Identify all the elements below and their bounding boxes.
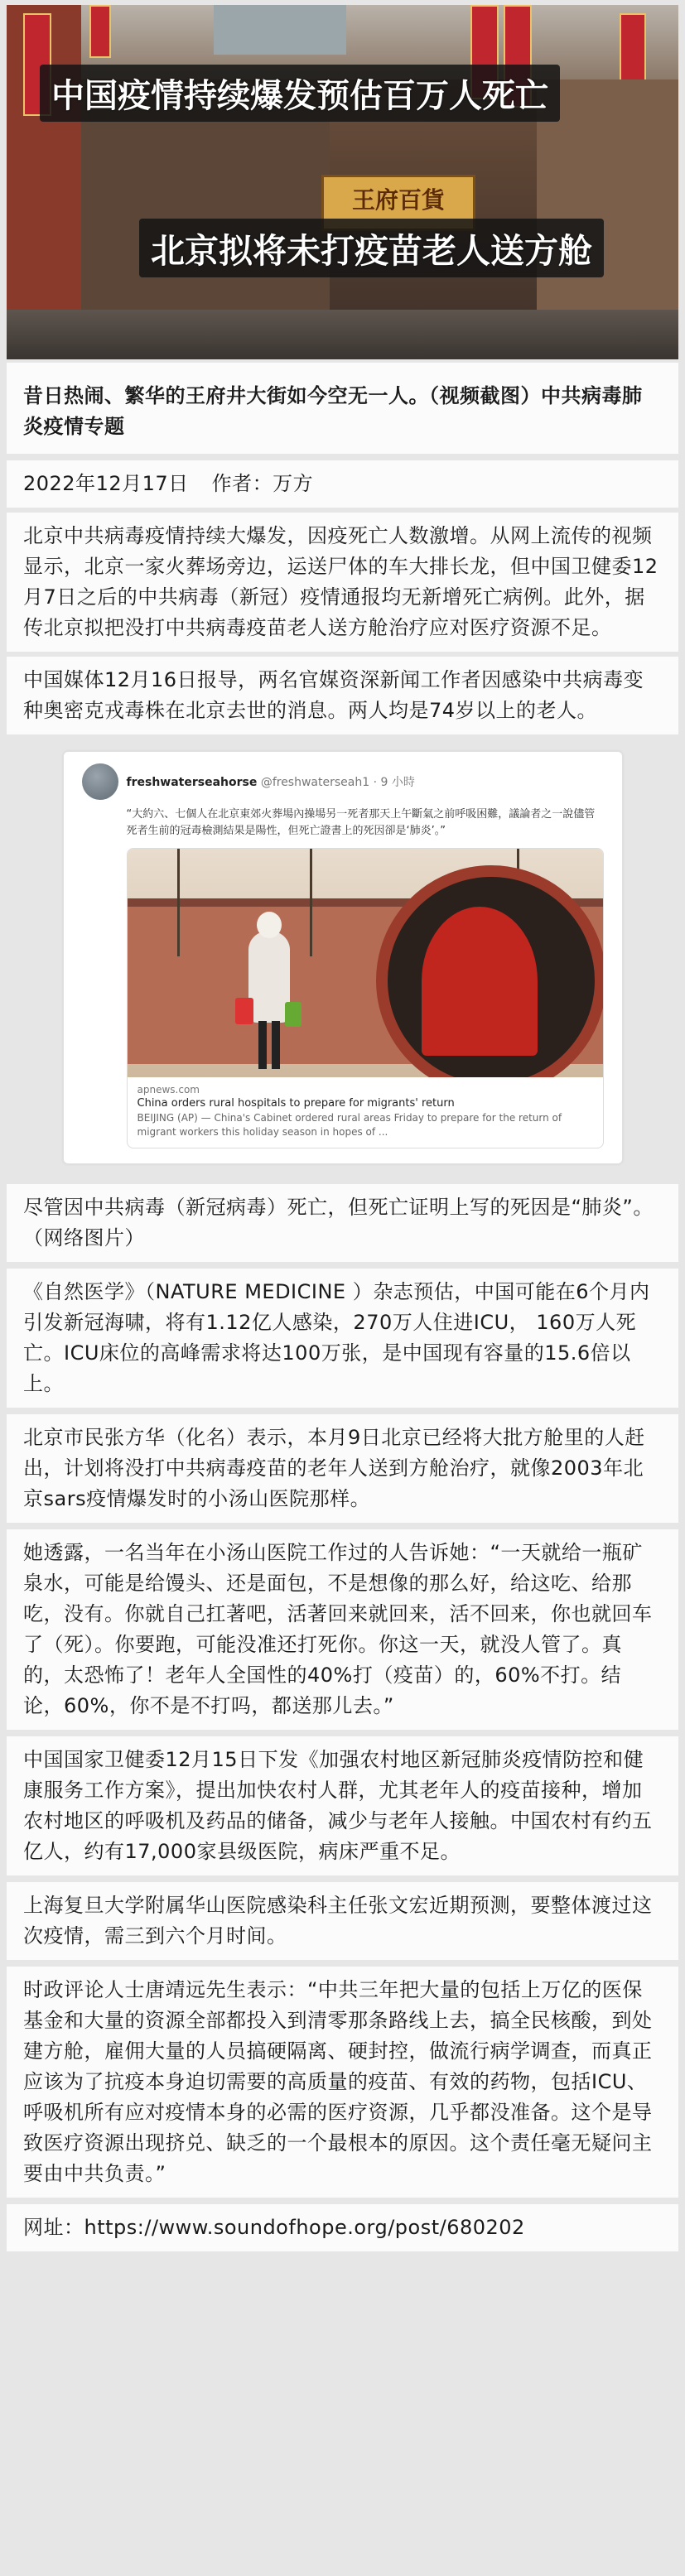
paragraph: 上海复旦大学附属华山医院感染科主任张文宏近期预测，要整体渡过这次疫情，需三到六个月时间。	[7, 1882, 678, 1960]
tree-branch	[310, 849, 312, 956]
shopping-bag	[285, 1002, 301, 1027]
red-door	[422, 907, 538, 1056]
hero-building-mid	[214, 5, 346, 55]
image-caption: 昔日热闹、繁华的王府井大街如今空无一人。（视频截图）中共病毒肺炎疫情专题	[7, 363, 678, 454]
tweet-author-handle: @freshwaterseah1 · 9 小時	[260, 776, 415, 789]
embedded-tweet-image	[7, 741, 678, 1177]
head	[257, 912, 282, 938]
hero-subheadline: 北京拟将未打疫苗老人送方舱	[139, 219, 604, 277]
paragraph: 中国国家卫健委12月15日下发《加强农村地区新冠肺炎疫情防控和健康服务工作方案》，提出加快农村人群，尤其老年人的疫苗接种，增加农村地区的呼吸机及药品的储备，减少与老年人接触。中国农村有约五亿人，约有17,000家县级医院，病床严重不足。	[7, 1736, 678, 1875]
paragraph: 《自然医学》（NATURE MEDICINE ）杂志预估，中国可能在6个月内引发新冠海啸，将有1.12亿人感染，270万人住进ICU， 160万人死亡。ICU床位的高峰需求将达100万张，是中国现有容量的15.6倍以上。	[7, 1269, 678, 1408]
tree-branch	[177, 849, 180, 956]
hero-headline: 中国疫情持续爆发预估百万人死亡	[40, 65, 560, 122]
paragraph: 她透露，一名当年在小汤山医院工作过的人告诉她：“一天就给一瓶矿泉水，可能是给馒头、还是面包，不是想像的那么好，给这吃、给那吃，没有。你就自己扛著吧，活著回来就回来，活不回来，你也就回车了（死）。你要跑，可能没准还打死你。你这一天，就没人管了。真的，太恐怖了！老年人全国性的40%打（疫苗）的，60%不打。结论，60%，你不是不打吗，都送那儿去。”	[7, 1529, 678, 1730]
image-caption: 尽管因中共病毒（新冠病毒）死亡，但死亡证明上写的死因是“肺炎”。（网络图片）	[7, 1184, 678, 1262]
link-preview-info	[128, 1077, 603, 1148]
link-preview-image	[128, 849, 603, 1077]
author: 作者：万方	[211, 472, 314, 495]
leg	[272, 1021, 280, 1069]
hero-image	[7, 5, 678, 359]
pedestrian	[244, 907, 293, 1072]
shopping-bag	[235, 998, 253, 1024]
hero-street	[7, 310, 678, 359]
article-meta	[7, 460, 678, 508]
tweet-card	[63, 751, 623, 1164]
paragraph: 中国媒体12月16日报导，两名官媒资深新闻工作者因感染中共病毒变种奥密克戎毒株在北京去世的消息。两人均是74岁以上的老人。	[7, 657, 678, 734]
hero-store-sign: 王府百貨	[321, 175, 475, 231]
hero-red-sign	[89, 5, 111, 58]
publish-date: 2022年12月17日	[23, 472, 189, 495]
source-url[interactable]: 网址：https://www.soundofhope.org/post/680202	[7, 2204, 678, 2251]
link-title: China orders rural hospitals to prepare for migrants' return	[137, 1097, 455, 1110]
article-body	[7, 363, 678, 2258]
paragraph: 北京市民张方华（化名）表示，本月9日北京已经将大批方舱里的人赶出，计划将没打中共病毒疫苗的老年人送到方舱治疗，就像2003年北京sars疫情爆发时的小汤山医院那样。	[7, 1414, 678, 1523]
link-description: BEIJING (AP) — China's Cabinet ordered rural areas Friday to prepare for the return of migrant workers this holiday season in hopes of ...	[137, 1112, 562, 1138]
link-preview-card	[127, 848, 604, 1148]
tweet-author-name: freshwaterseahorse	[126, 776, 258, 789]
link-domain: apnews.com	[137, 1084, 200, 1095]
tweet-header	[82, 763, 604, 800]
avatar	[82, 763, 118, 800]
paragraph: 时政评论人士唐靖远先生表示：“中共三年把大量的包括上万亿的医保基金和大量的资源全部都投入到清零那条路线上去，搞全民核酸，到处建方舱，雇佣大量的人员搞硬隔离、硬封控，做流行病学调查，而真正应该为了抗疫本身迫切需要的高质量的疫苗、有效的药物，包括ICU、呼吸机所有应对疫情本身的必需的医疗资源，几乎都没准备。这个是导致医疗资源出现挤兑、缺乏的一个最根本的原因。这个责任毫无疑问主要由中共负责。”	[7, 1967, 678, 2198]
leg	[258, 1021, 267, 1069]
tweet-text: “大約六、七個人在北京東郊火葬場內操場另一死者那天上午斷氣之前呼吸困難，議論者之一說儘管死者生前的冠毒檢測結果是陽性，但死亡證書上的死因卻是‘肺炎’。”	[126, 808, 596, 837]
paragraph: 北京中共病毒疫情持续大爆发，因疫死亡人数激增。从网上流传的视频显示，北京一家火葬场旁边，运送尸体的车大排长龙，但中国卫健委12月7日之后的中共病毒（新冠）疫情通报均无新增死亡病例。此外，据传北京拟把没打中共病毒疫苗老人送方舱治疗应对医疗资源不足。	[7, 513, 678, 652]
coat	[248, 932, 290, 1023]
tweet-author	[127, 773, 415, 790]
